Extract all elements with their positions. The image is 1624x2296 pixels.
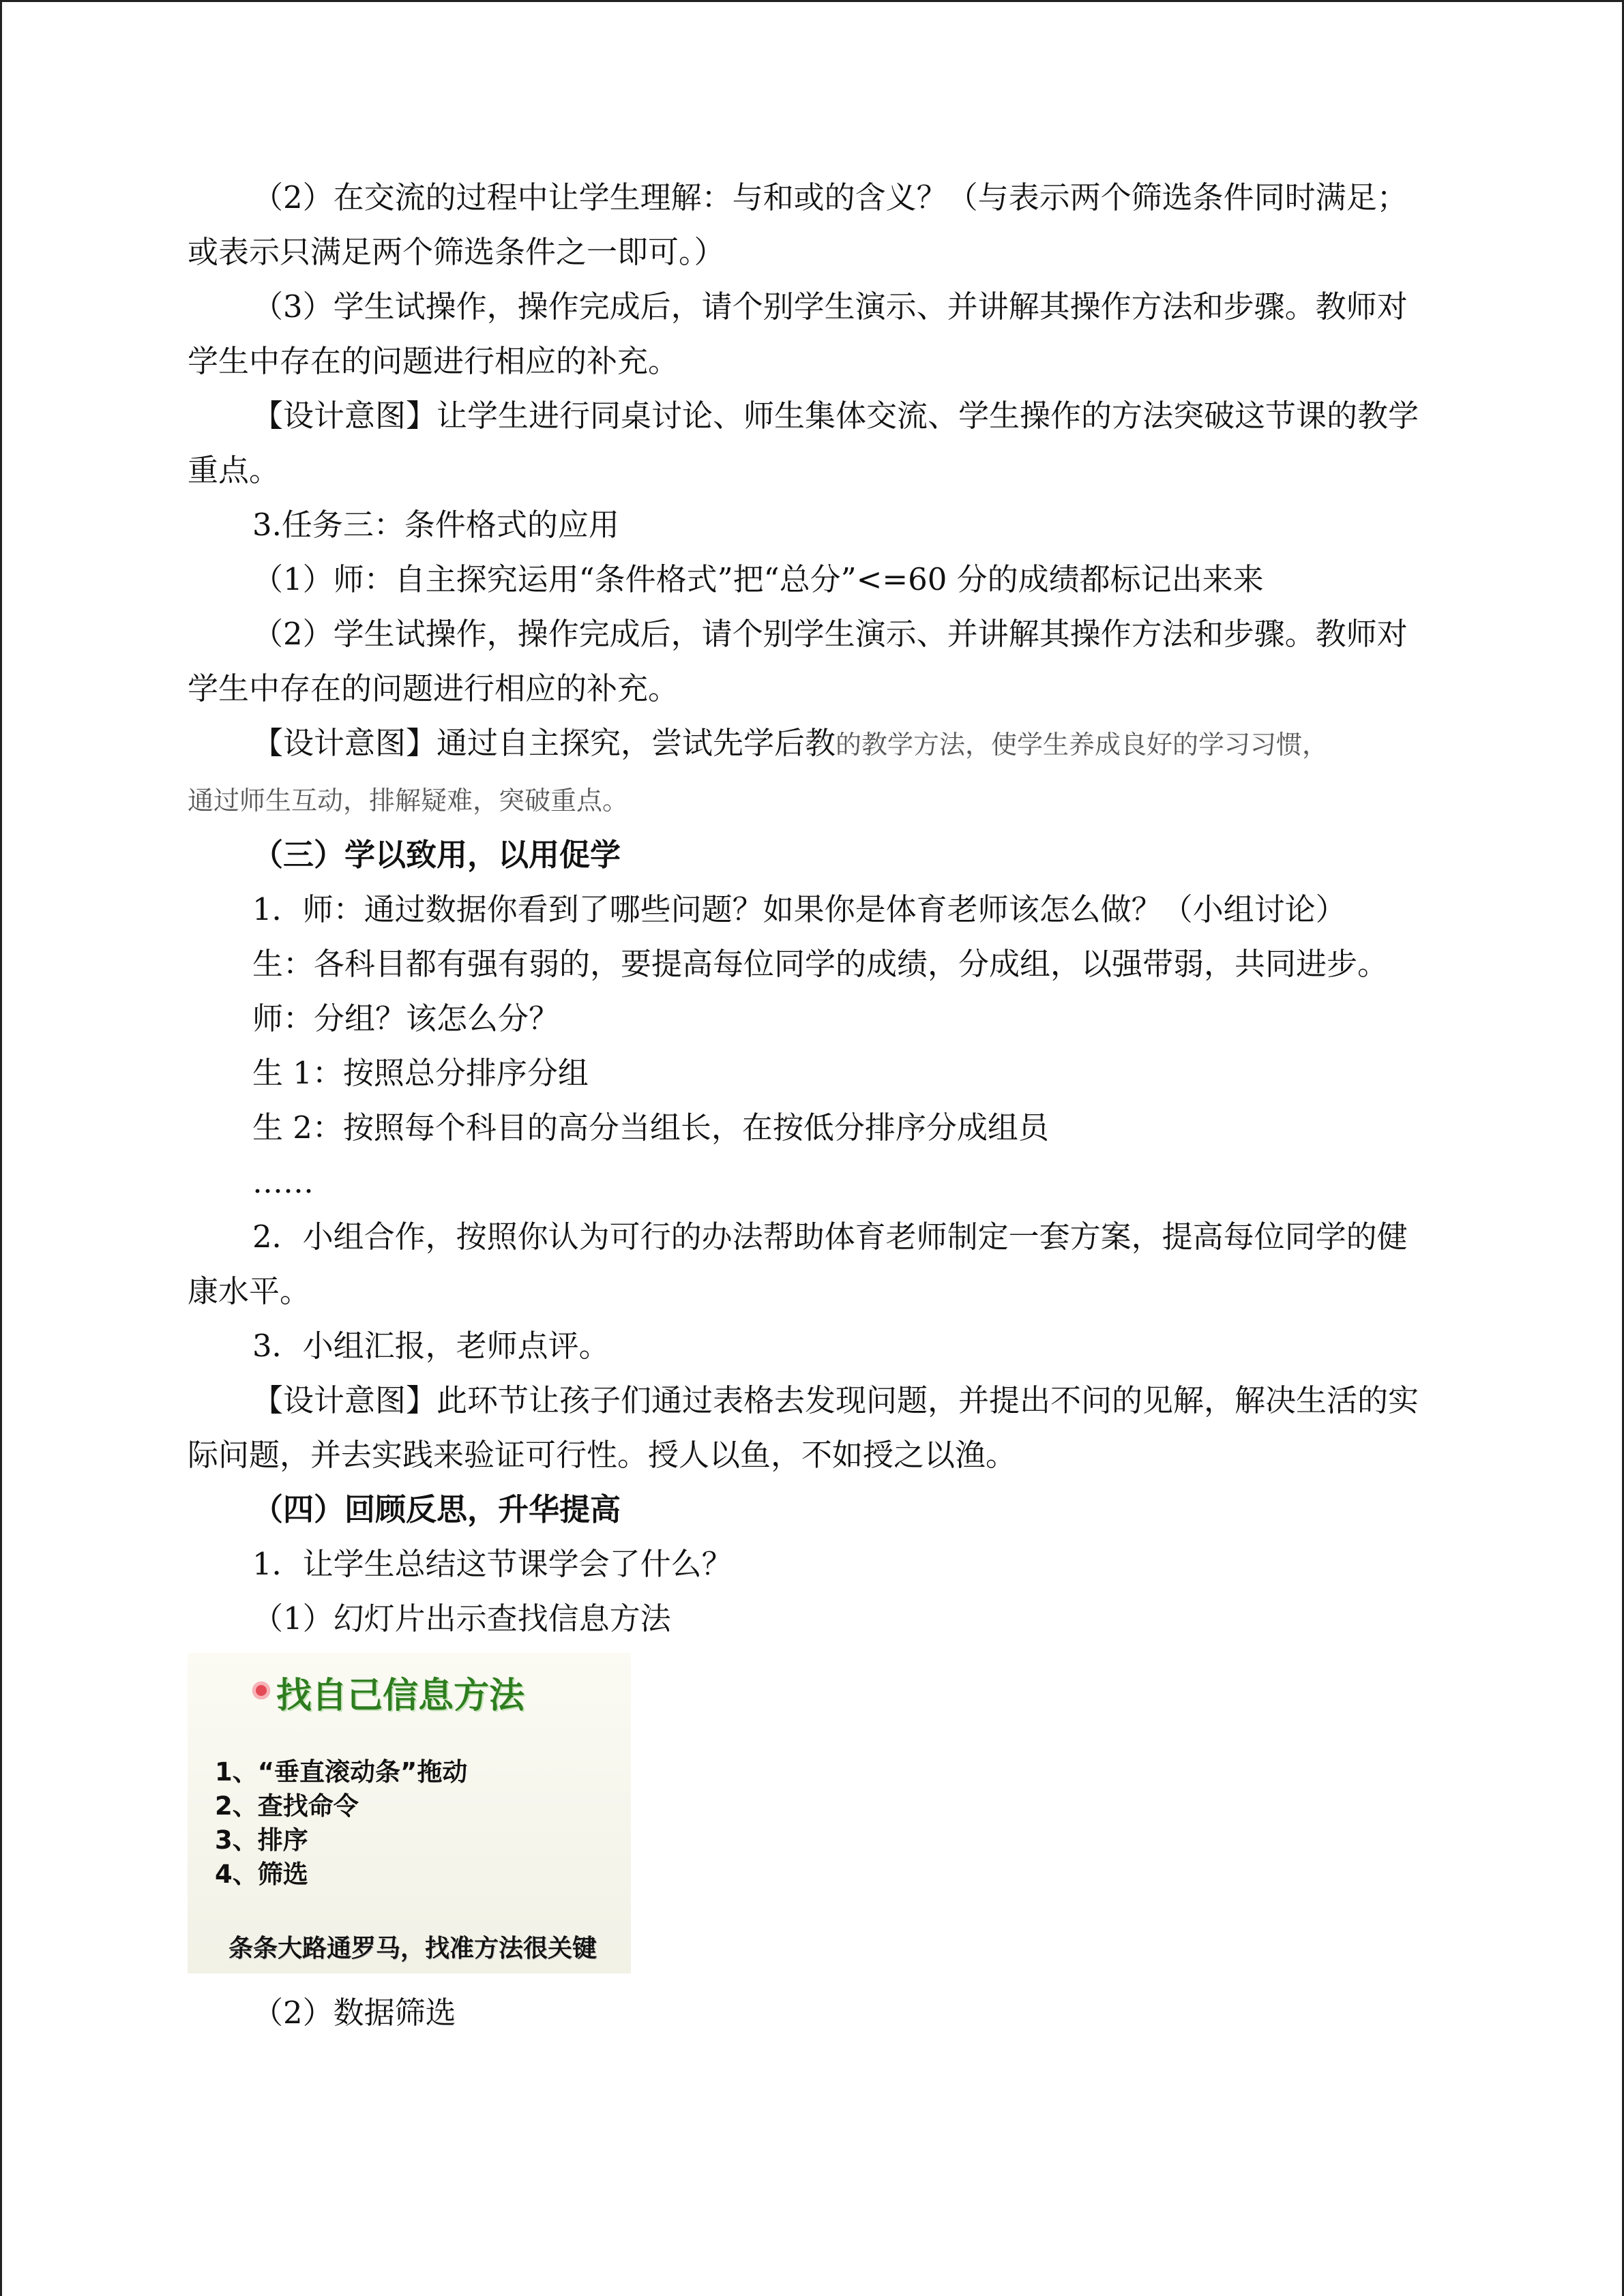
paragraph-design-intent-2: 【设计意图】让学生进行同桌讨论、师生集体交流、学生操作的方法突破这节课的教学重点。 <box>188 398 1419 488</box>
slide-method-list <box>215 1755 467 1892</box>
slide-footer: 条条大路通罗马，找准方法很关键 <box>228 1935 597 1963</box>
slide-method-item: 3、排序 <box>215 1825 308 1855</box>
paragraph-student-2: 生 2：按照每个科目的高分当组长，在按低分排序分成组员 <box>252 1109 1049 1146</box>
paragraph-task-three: 3.任务三：条件格式的应用 <box>252 507 619 543</box>
paragraph-summary-question: 1．让学生总结这节课学会了什么？ <box>252 1546 733 1582</box>
paragraph-group-report: 3．小组汇报，老师点评。 <box>252 1328 610 1364</box>
paragraph-slide-intro: （1）幻灯片出示查找信息方法 <box>252 1600 671 1637</box>
design-intent-3-main: 【设计意图】通过自主探究，尝试先学后教 <box>252 725 836 761</box>
slide-method-item: 4、筛选 <box>215 1860 308 1889</box>
paragraph-design-intent-3-cont <box>188 772 1436 828</box>
document-body <box>188 170 1436 2040</box>
paragraph-data-filter: （2）数据筛选 <box>252 1995 456 2031</box>
paragraph-understand-and-or: （2）在交流的过程中让学生理解：与和或的含义？（与表示两个筛选条件同时满足；或表示只满足两个筛选条件之一即可。） <box>188 179 1408 270</box>
paragraph-design-intent-4: 【设计意图】此环节让孩子们通过表格去发现问题，并提出不问的见解，解决生活的实际问题，并去实践来验证可行性。授人以鱼，不如授之以渔。 <box>188 1382 1419 1473</box>
section-3-heading: （三）学以致用，以用促学 <box>252 837 621 873</box>
paragraph-ellipsis: …… <box>252 1164 314 1200</box>
paragraph-student-try-operation: （3）学生试操作，操作完成后，请个别学生演示、并讲解其操作方法和步骤。教师对学生中存在的问题进行相应的补充。 <box>188 288 1408 379</box>
paragraph-group-cooperation: 2．小组合作，按照你认为可行的办法帮助体育老师制定一套方案，提高每位同学的健康水平。 <box>188 1219 1408 1309</box>
design-intent-3-gray-2: 通过师生互动，排解疑难，突破重点。 <box>188 786 629 816</box>
slide-method-item: 1、“垂直滚动条”拖动 <box>215 1757 468 1787</box>
paragraph-student-answer: 生：各科目都有强有弱的，要提高每位同学的成绩，分成组，以强带弱，共同进步。 <box>252 946 1389 982</box>
paragraph-design-intent-3 <box>188 716 1436 772</box>
design-intent-3-gray: 的教学方法，使学生养成良好的学习习惯， <box>836 730 1329 760</box>
paragraph-teacher-grouping: 师：分组？该怎么分？ <box>252 1000 560 1037</box>
section-4-heading: （四）回顾反思，升华提高 <box>252 1491 621 1527</box>
slide-title: 找自己信息方法 <box>276 1675 525 1716</box>
paragraph-teacher-question: 1．师：通过数据你看到了哪些问题？如果你是体育老师该怎么做？（小组讨论） <box>252 891 1346 927</box>
paragraph-student-1: 生 1：按照总分排序分组 <box>252 1055 589 1091</box>
swirl-icon <box>252 1682 270 1699</box>
paragraph-student-try-operation-2: （2）学生试操作，操作完成后，请个别学生演示、并讲解其操作方法和步骤。教师对学生中存在的问题进行相应的补充。 <box>188 616 1408 706</box>
slide-image-find-info-methods <box>188 1653 631 1973</box>
paragraph-conditional-format: （1）师：自主探究运用“条件格式”把“总分”<=60 分的成绩都标记出来来 <box>252 561 1264 597</box>
slide-method-item: 2、查找命令 <box>215 1791 359 1821</box>
